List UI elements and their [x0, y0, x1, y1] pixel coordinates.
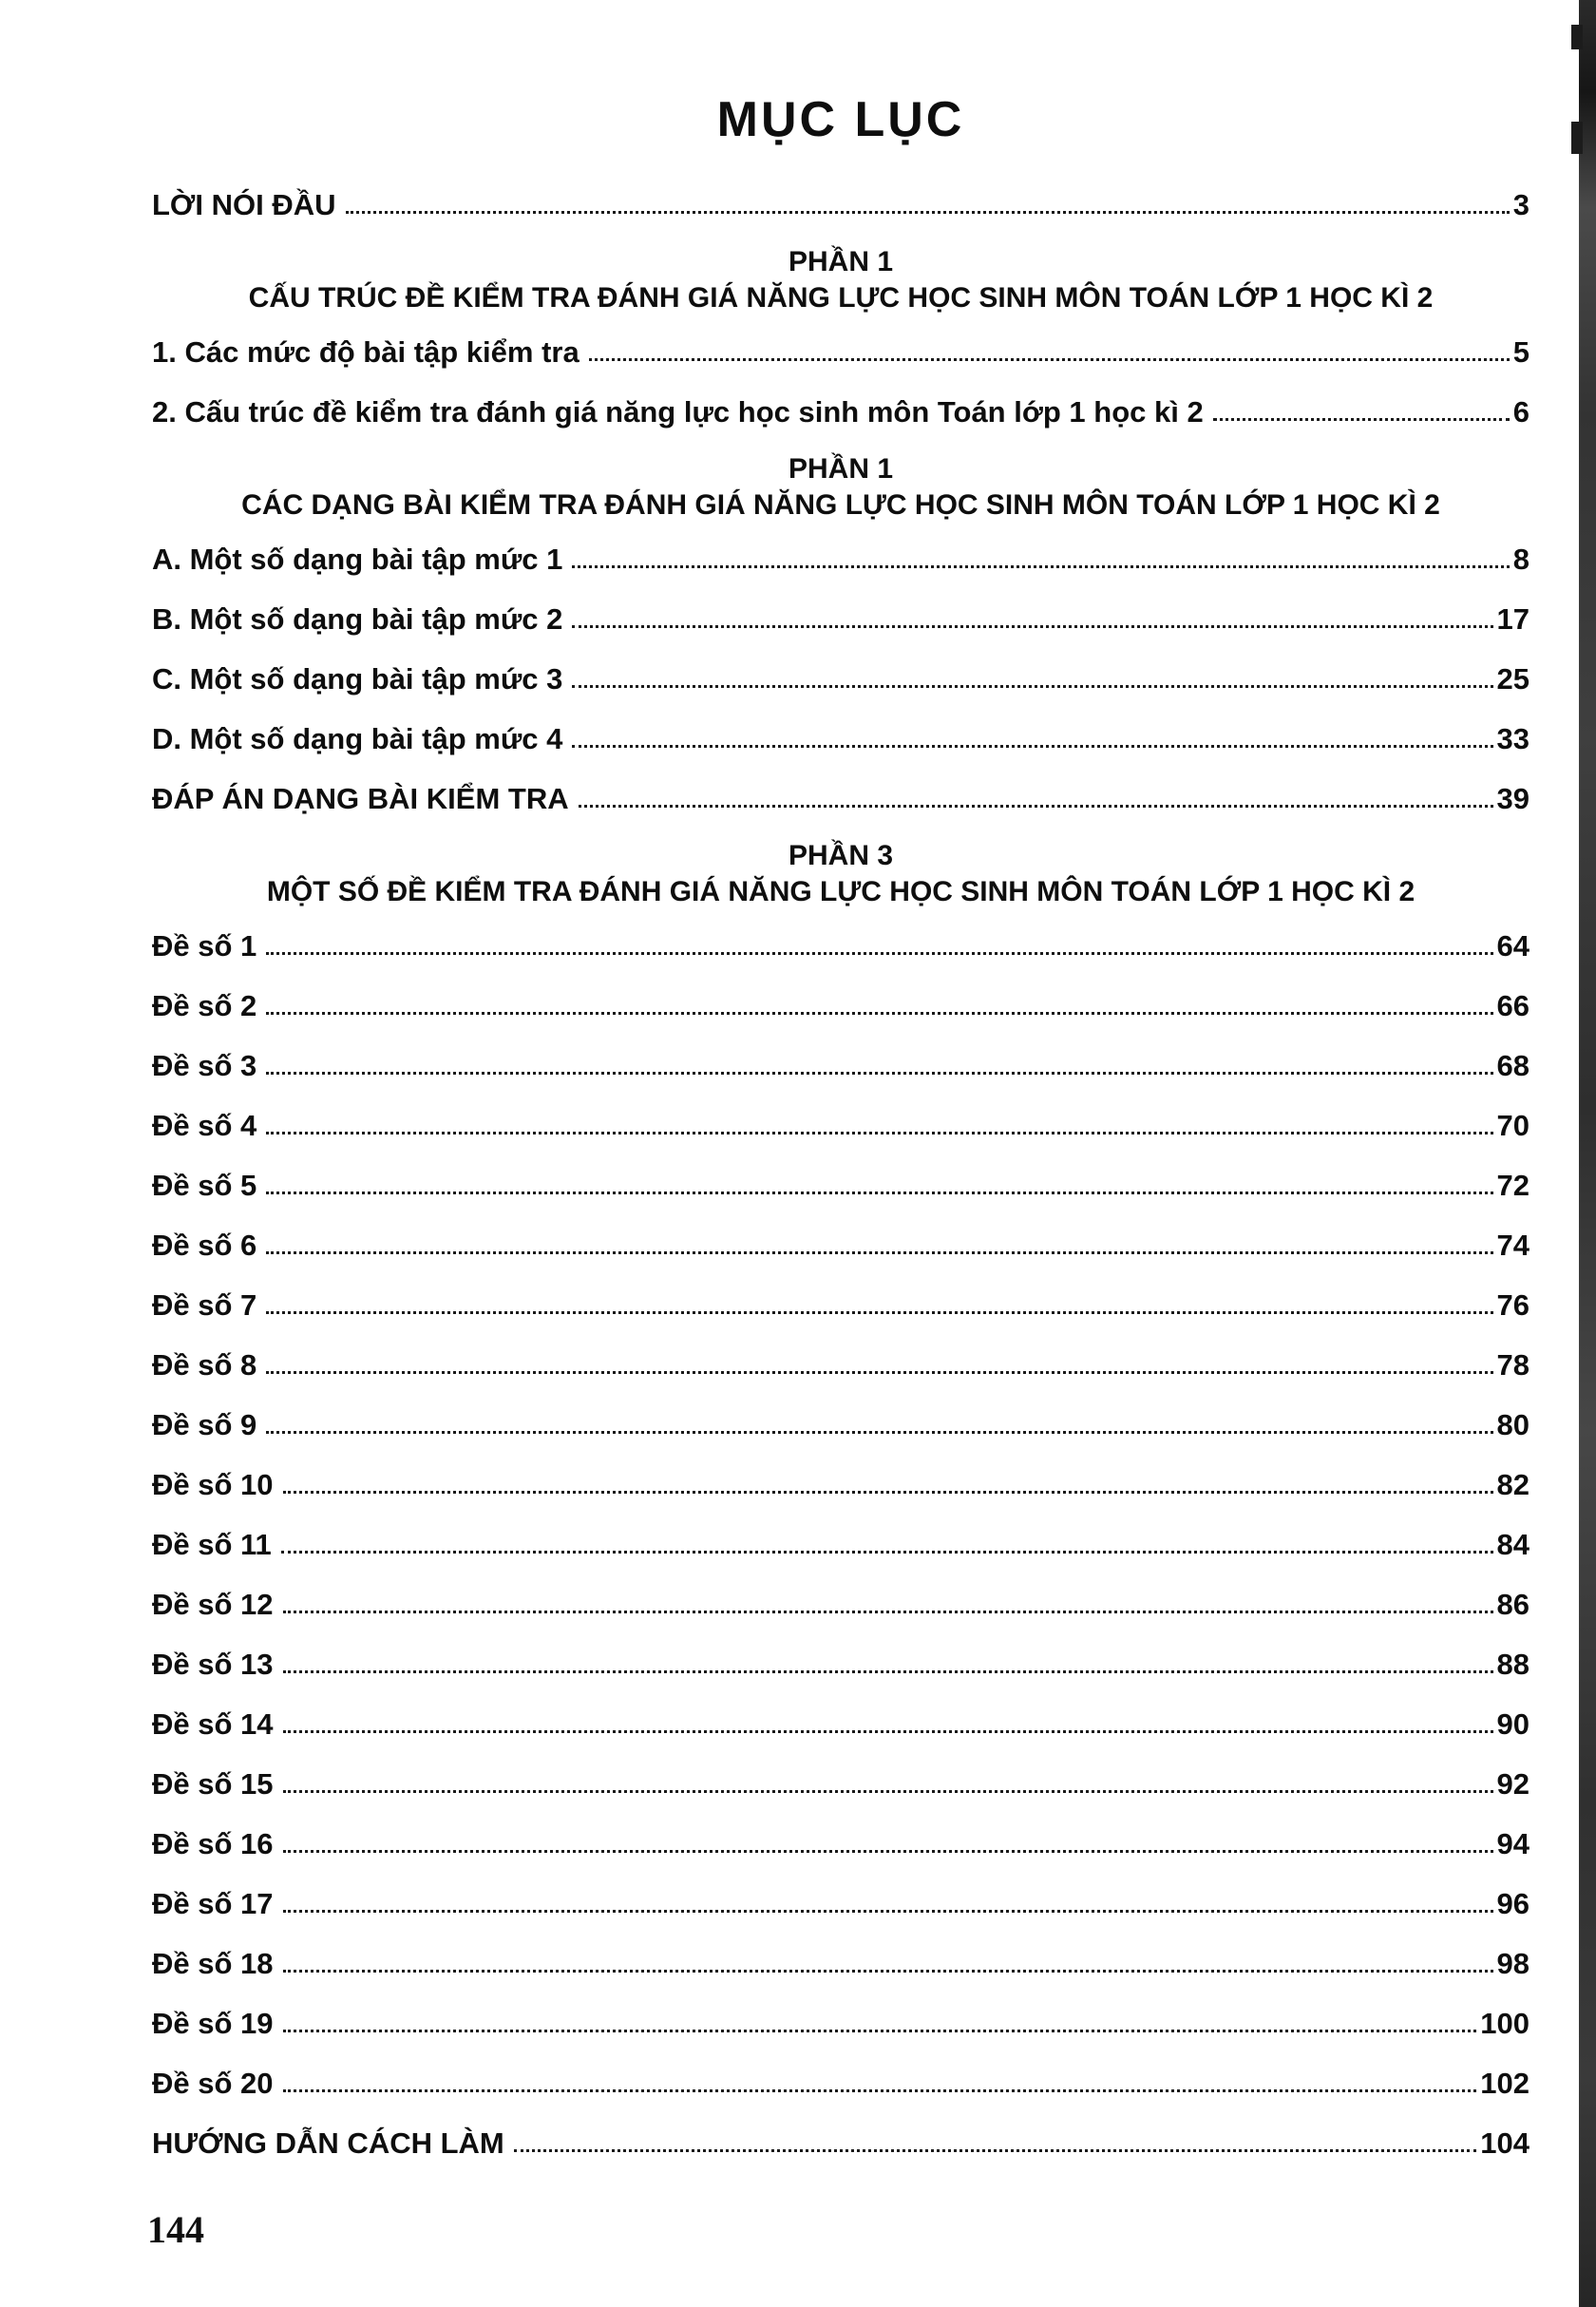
toc-entry-page: 74: [1496, 1228, 1530, 1262]
dotted-leader: [572, 565, 1509, 568]
dotted-leader: [283, 1670, 1493, 1673]
toc-entry-label: Đề số 10: [152, 1467, 274, 1501]
dotted-leader: [572, 745, 1492, 748]
toc-entry: [152, 1155, 1530, 1215]
dotted-leader: [266, 1072, 1492, 1075]
toc-entry-label: Đề số 18: [152, 1946, 274, 1980]
toc-entry-label: 2. Cấu trúc đề kiểm tra đánh giá năng lực học sinh môn Toán lớp 1 học kì 2: [152, 394, 1204, 429]
toc-entry-page: 102: [1480, 2066, 1530, 2100]
toc-entry: [152, 175, 1530, 235]
toc-entry-label: Đề số 17: [152, 1886, 274, 1920]
toc-entry-page: 6: [1512, 394, 1530, 429]
toc-entry-label: Đề số 3: [152, 1048, 257, 1082]
toc-entry: [152, 1993, 1530, 2053]
toc-entry-page: 17: [1496, 601, 1530, 636]
toc-entry: [152, 589, 1530, 649]
toc-entry-label: Đề số 4: [152, 1108, 257, 1142]
dotted-leader: [283, 1790, 1493, 1793]
toc-entry-label: B. Một số dạng bài tập mức 2: [152, 601, 563, 636]
toc-entry-label: Đề số 11: [152, 1527, 272, 1561]
page-title: MỤC LỤC: [716, 92, 965, 147]
scan-mark-artifact: [1571, 122, 1583, 154]
toc-entry: [152, 1814, 1530, 1874]
toc-entry-label: Đề số 19: [152, 2006, 274, 2040]
toc-entry: [152, 1754, 1530, 1814]
toc-entry-page: 94: [1496, 1826, 1530, 1860]
toc-entry-page: 5: [1512, 334, 1530, 369]
toc-entry-label: Đề số 20: [152, 2066, 274, 2100]
toc-entry: [152, 1455, 1530, 1515]
toc-entry-page: 66: [1496, 988, 1530, 1022]
dotted-leader: [266, 952, 1492, 955]
dotted-leader: [266, 1192, 1492, 1194]
dotted-leader: [283, 2089, 1477, 2092]
toc-entry: [152, 322, 1530, 382]
dotted-leader: [266, 1012, 1492, 1015]
toc-entry: [152, 529, 1530, 589]
toc-entry-page: 80: [1496, 1407, 1530, 1441]
dotted-leader: [283, 1491, 1493, 1494]
toc-entry: [152, 1934, 1530, 1993]
toc-entry: [152, 1275, 1530, 1335]
toc-entry-page: 104: [1480, 2126, 1530, 2160]
toc-entry-label: Đề số 5: [152, 1168, 257, 1202]
dotted-leader: [346, 211, 1510, 214]
toc-entry-page: 78: [1496, 1347, 1530, 1382]
dotted-leader: [266, 1431, 1492, 1434]
toc-entry-label: Đề số 6: [152, 1228, 257, 1262]
toc-entry-page: 82: [1496, 1467, 1530, 1501]
toc-entry-label: D. Một số dạng bài tập mức 4: [152, 721, 563, 755]
toc-entry-label: HƯỚNG DẪN CÁCH LÀM: [152, 2126, 504, 2160]
toc-entry-label: Đề số 9: [152, 1407, 257, 1441]
section-heading-line: CẤU TRÚC ĐỀ KIỂM TRA ĐÁNH GIÁ NĂNG LỰC HỌC SINH MÔN TOÁN LỚP 1 HỌC KÌ 2: [248, 282, 1434, 314]
toc-entry: [152, 2113, 1530, 2173]
section-heading-line: PHẦN 1: [788, 246, 894, 277]
dotted-leader: [572, 625, 1492, 628]
toc-entry: [152, 649, 1530, 709]
toc-entry-page: 72: [1496, 1168, 1530, 1202]
toc-entry-label: Đề số 16: [152, 1826, 274, 1860]
section-heading-line: CÁC DẠNG BÀI KIỂM TRA ĐÁNH GIÁ NĂNG LỰC HỌC SINH MÔN TOÁN LỚP 1 HỌC KÌ 2: [241, 489, 1440, 521]
dotted-leader: [283, 1850, 1493, 1853]
scan-mark-artifact: [1571, 25, 1583, 49]
toc-entry: [152, 1634, 1530, 1694]
section-heading: [152, 829, 1530, 916]
toc-entry-page: 100: [1480, 2006, 1530, 2040]
section-heading: [152, 442, 1530, 529]
toc-entry-page: 3: [1512, 187, 1530, 221]
book-page-number: 144: [147, 2208, 204, 2251]
toc-entry-page: 96: [1496, 1886, 1530, 1920]
toc-entry: [152, 709, 1530, 769]
toc-entry-page: 68: [1496, 1048, 1530, 1082]
toc-entry: [152, 382, 1530, 442]
toc-entry-page: 39: [1496, 781, 1530, 815]
toc-entry-page: 70: [1496, 1108, 1530, 1142]
toc-list: [152, 175, 1530, 2173]
section-heading: [152, 235, 1530, 322]
toc-entry-page: 84: [1496, 1527, 1530, 1561]
dotted-leader: [572, 685, 1492, 688]
toc-entry: [152, 1036, 1530, 1096]
toc-entry-label: Đề số 8: [152, 1347, 257, 1382]
toc-entry-page: 88: [1496, 1647, 1530, 1681]
toc-entry-page: 90: [1496, 1706, 1530, 1741]
dotted-leader: [266, 1132, 1492, 1134]
toc-entry: [152, 1515, 1530, 1574]
toc-entry-label: ĐÁP ÁN DẠNG BÀI KIỂM TRA: [152, 781, 569, 815]
toc-entry-page: 8: [1512, 542, 1530, 576]
dotted-leader: [589, 358, 1510, 361]
toc-entry: [152, 1215, 1530, 1275]
toc-entry: [152, 1874, 1530, 1934]
dotted-leader: [283, 1910, 1493, 1913]
toc-entry: [152, 916, 1530, 976]
toc-entry-page: 98: [1496, 1946, 1530, 1980]
toc-entry-label: A. Một số dạng bài tập mức 1: [152, 542, 563, 576]
dotted-leader: [283, 1611, 1493, 1613]
toc-entry: [152, 1395, 1530, 1455]
section-heading-line: MỘT SỐ ĐỀ KIỂM TRA ĐÁNH GIÁ NĂNG LỰC HỌC SINH MÔN TOÁN LỚP 1 HỌC KÌ 2: [266, 876, 1416, 907]
toc-entry: [152, 1335, 1530, 1395]
toc-entry-label: 1. Các mức độ bài tập kiểm tra: [152, 334, 580, 369]
toc-entry-label: Đề số 7: [152, 1287, 257, 1322]
toc-entry: [152, 2053, 1530, 2113]
section-heading-line: PHẦN 3: [788, 840, 894, 871]
toc-entry-label: Đề số 14: [152, 1706, 274, 1741]
toc-entry-page: 92: [1496, 1766, 1530, 1801]
dotted-leader: [266, 1251, 1492, 1254]
toc-entry-page: 76: [1496, 1287, 1530, 1322]
toc-entry: [152, 1096, 1530, 1155]
toc-entry: [152, 1694, 1530, 1754]
toc-entry-label: Đề số 12: [152, 1587, 274, 1621]
dotted-leader: [283, 1970, 1493, 1973]
toc-entry: [152, 769, 1530, 829]
dotted-leader: [266, 1311, 1492, 1314]
scan-edge-artifact: [1579, 0, 1596, 2307]
toc-entry-label: Đề số 1: [152, 928, 257, 963]
toc-entry-label: Đề số 15: [152, 1766, 274, 1801]
toc-entry-page: 64: [1496, 928, 1530, 963]
toc-entry: [152, 1574, 1530, 1634]
toc-entry-page: 86: [1496, 1587, 1530, 1621]
section-heading-line: PHẦN 1: [788, 453, 894, 485]
toc-entry-label: C. Một số dạng bài tập mức 3: [152, 661, 563, 696]
dotted-leader: [514, 2149, 1477, 2152]
dotted-leader: [283, 2030, 1477, 2032]
toc-entry-label: Đề số 2: [152, 988, 257, 1022]
toc-entry: [152, 976, 1530, 1036]
dotted-leader: [266, 1371, 1492, 1374]
dotted-leader: [579, 805, 1493, 808]
toc-entry-page: 33: [1496, 721, 1530, 755]
dotted-leader: [1213, 418, 1510, 421]
toc-entry-label: Đề số 13: [152, 1647, 274, 1681]
dotted-leader: [283, 1730, 1493, 1733]
toc-entry-label: LỜI NÓI ĐẦU: [152, 187, 336, 221]
dotted-leader: [281, 1551, 1493, 1554]
toc-entry-page: 25: [1496, 661, 1530, 696]
